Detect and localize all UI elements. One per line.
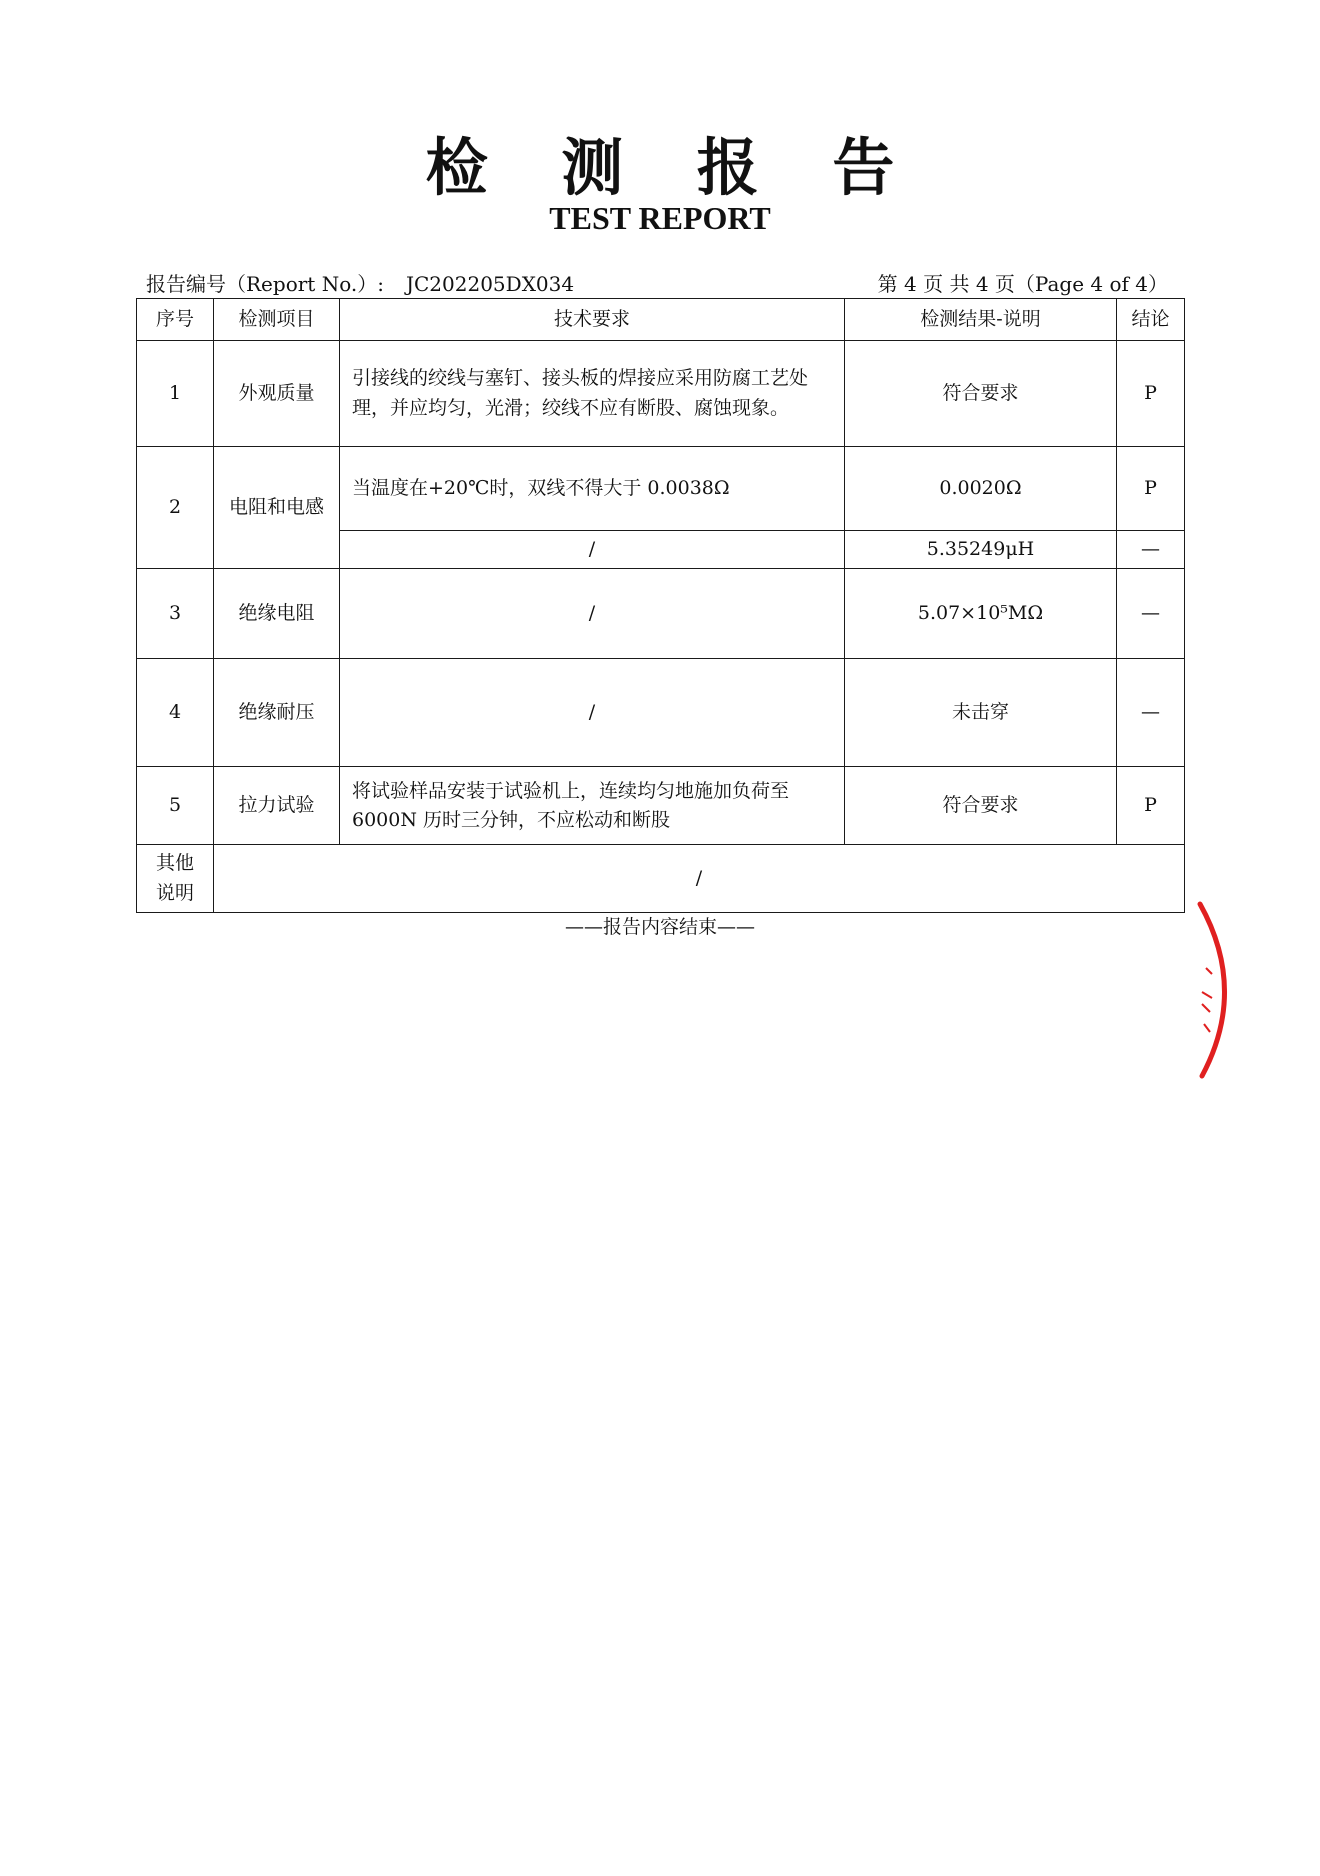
table-row [137, 659, 1185, 767]
page-info: 第 4 页 共 4 页（Page 4 of 4） [877, 272, 1168, 296]
conclusion: — [1117, 659, 1185, 767]
table-row [137, 447, 1185, 531]
technical-requirement: 将试验样品安装于试验机上，连续均匀地施加负荷至 6000N 历时三分钟，不应松动和断股 [340, 767, 845, 845]
table-row [137, 341, 1185, 447]
table-row-other-notes [137, 845, 1185, 913]
test-item: 电阻和电感 [228, 496, 324, 518]
row-number: 3 [137, 569, 214, 659]
conclusion: P [1117, 341, 1185, 447]
row-number: 2 [137, 447, 214, 569]
results-table [136, 298, 1185, 913]
report-end-marker: ——报告内容结束—— [564, 916, 755, 938]
column-header-conclusion: 结论 [1117, 299, 1185, 341]
test-result: 符合要求 [845, 341, 1117, 447]
test-result: 未击穿 [845, 659, 1117, 767]
report-title-chinese: 检 测 报 告 [425, 131, 921, 204]
row-number: 4 [137, 659, 214, 767]
table-row [137, 569, 1185, 659]
report-number-label: 报告编号（Report No.）: [146, 272, 384, 296]
test-result: 符合要求 [845, 767, 1117, 845]
technical-requirement: / [340, 531, 845, 569]
test-result: 0.0020Ω [845, 447, 1117, 531]
column-header-item: 检测项目 [214, 299, 340, 341]
report-title-english: TEST REPORT [549, 200, 771, 236]
test-item: 外观质量 [214, 341, 340, 447]
other-notes-label: 其他说明 [155, 852, 194, 904]
test-item-cell [214, 447, 340, 569]
conclusion: — [1117, 569, 1185, 659]
test-item: 绝缘电阻 [214, 569, 340, 659]
technical-requirement: / [340, 659, 845, 767]
table-row [137, 767, 1185, 845]
report-number: JC202205DX034 [405, 272, 575, 296]
row-number: 1 [137, 341, 214, 447]
column-header-no: 序号 [137, 299, 214, 341]
column-header-result: 检测结果-说明 [845, 299, 1117, 341]
row-number: 5 [137, 767, 214, 845]
other-notes-value: / [214, 845, 1185, 913]
test-result: 5.35249μH [845, 531, 1117, 569]
test-item: 绝缘耐压 [214, 659, 340, 767]
technical-requirement: 引接线的绞线与塞钉、接头板的焊接应采用防腐工艺处理，并应均匀，光滑；绞线不应有断股、腐蚀现象。 [340, 341, 845, 447]
test-result: 5.07×10⁵MΩ [845, 569, 1117, 659]
test-item: 拉力试验 [214, 767, 340, 845]
technical-requirement: 当温度在+20℃时，双线不得大于 0.0038Ω [340, 447, 845, 531]
conclusion: P [1117, 447, 1185, 531]
technical-requirement: / [340, 569, 845, 659]
table-header-row [137, 299, 1185, 341]
other-notes-label-cell [137, 845, 214, 913]
conclusion: — [1117, 531, 1185, 569]
report-number-line [146, 268, 574, 297]
conclusion: P [1117, 767, 1185, 845]
red-seal-stamp-icon [1176, 900, 1246, 1080]
column-header-requirement: 技术要求 [340, 299, 845, 341]
